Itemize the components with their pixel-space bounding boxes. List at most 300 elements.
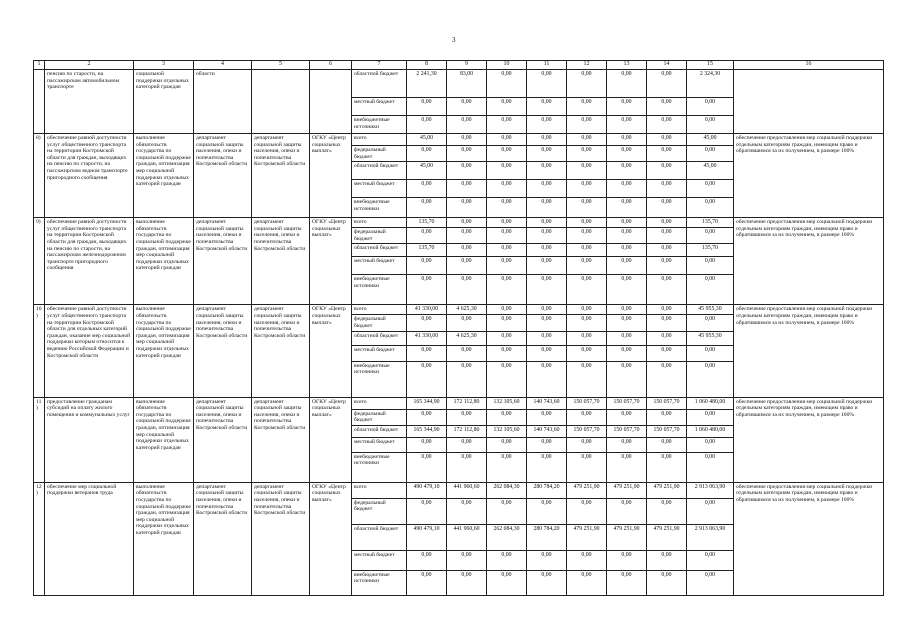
amount-cell: 0,00 [607,315,647,331]
amount-cell: 0,00 [527,116,567,134]
header-cell: 5 [252,61,310,70]
amount-cell: 0,00 [647,570,687,595]
amount-cell: 0,00 [487,550,527,570]
amount-cell: 0,00 [687,315,734,331]
funding-source: федеральный бюджет [352,146,407,162]
header-cell: 3 [134,61,194,70]
funding-source: федеральный бюджет [352,498,407,524]
amount-cell: 0,00 [527,198,567,218]
amount-cell: 0,00 [647,134,687,146]
amount-cell: 0,00 [607,70,647,98]
amount-cell: 0,00 [687,257,734,275]
amount-cell: 0,00 [687,452,734,482]
amount-cell: 83,00 [447,70,487,98]
amount-cell: 0,00 [567,162,607,180]
amount-cell: 0,00 [647,180,687,198]
amount-cell: 0,00 [567,498,607,524]
amount-cell: 0,00 [407,180,447,198]
funding-source: федеральный бюджет [352,409,407,425]
amount-cell: 140 743,60 [527,397,567,409]
amount-cell: 0,00 [487,198,527,218]
amount-cell: 0,00 [647,70,687,98]
measure-name: обеспечение равной доступности услуг общественного транспорта на территории Костромской области для отдельных категорий граждан, оказание мер социальной поддержки которым относится к ведению Российской Федерации и Костромской области [45,305,134,397]
amount-cell: 172 112,80 [447,425,487,437]
amount-cell: 0,00 [647,146,687,162]
header-cell: 12 [567,61,607,70]
amount-cell: 0,00 [567,570,607,595]
co-executor: департамент социальной защиты населения, опеки и попечительства Костромской области [252,482,310,595]
amount-cell: 0,00 [607,570,647,595]
amount-cell: 0,00 [567,134,607,146]
amount-cell: 45,00 [687,162,734,180]
amount-cell: 490 479,10 [407,482,447,498]
amount-cell: 140 743,60 [527,425,567,437]
amount-cell: 0,00 [487,452,527,482]
funding-source: местный бюджет [352,180,407,198]
amount-cell: 0,00 [447,275,487,305]
measure-name: пенсию по старости, на пассажирском автомобильном транспорте [45,70,134,134]
amount-cell: 0,00 [487,70,527,98]
amount-cell: 479 251,90 [647,482,687,498]
amount-cell: 0,00 [487,315,527,331]
row-number: 10) [34,305,45,397]
amount-cell: 0,00 [647,361,687,397]
amount-cell: 441 960,60 [447,524,487,550]
amount-cell: 0,00 [647,331,687,345]
measure-name: обеспечение равной доступности услуг общественного транспорта на территории Костромской области для граждан, выходящих на пенсию по старости, на пассажирском железнодорожном транспорте пригородного сообщения [45,218,134,305]
amount-cell: 0,00 [647,550,687,570]
amount-cell: 0,00 [687,437,734,452]
amount-cell: 0,00 [407,550,447,570]
expected-result: обеспечение предоставления мер социальной поддержки отдельным категориям граждан, имеющим право и обратившимся за их получением, в размере 100% [734,218,884,305]
amount-cell: 0,00 [607,409,647,425]
header-cell: 15 [687,61,734,70]
row-number: 11) [34,397,45,482]
amount-cell: 150 057,70 [647,425,687,437]
amount-cell: 0,00 [687,409,734,425]
amount-cell: 262 084,30 [487,524,527,550]
amount-cell: 0,00 [487,305,527,315]
measure-type: социальной поддержки отдельных категорий граждан [134,70,194,134]
amount-cell: 150 057,70 [567,425,607,437]
header-cell: 2 [45,61,134,70]
amount-cell: 0,00 [447,218,487,228]
amount-cell: 0,00 [447,146,487,162]
amount-cell: 0,00 [607,146,647,162]
amount-cell: 0,00 [487,162,527,180]
funding-source: областной бюджет [352,70,407,98]
amount-cell: 0,00 [487,98,527,116]
header-cell: 8 [407,61,447,70]
participant: ОГКУ «Центр социальных выплат» [310,218,352,305]
funding-source: местный бюджет [352,257,407,275]
amount-cell: 0,00 [567,409,607,425]
amount-cell: 0,00 [607,134,647,146]
funding-source: внебюджетные источники [352,452,407,482]
amount-cell: 0,00 [567,305,607,315]
responsible-executor: департамент социальной защиты населения, опеки и попечительства Костромской области [194,397,252,482]
amount-cell: 0,00 [647,452,687,482]
amount-cell: 0,00 [407,570,447,595]
amount-cell: 0,00 [647,305,687,315]
amount-cell: 0,00 [407,198,447,218]
amount-cell: 0,00 [407,437,447,452]
header-cell: 11 [527,61,567,70]
amount-cell: 0,00 [567,550,607,570]
amount-cell: 0,00 [527,162,567,180]
amount-cell: 0,00 [447,162,487,180]
amount-cell: 0,00 [527,180,567,198]
amount-cell: 135,70 [407,244,447,257]
amount-cell: 0,00 [607,331,647,345]
amount-cell: 45,00 [407,134,447,146]
header-cell: 4 [194,61,252,70]
measure-type: выполнение обязательств государства по социальной поддержке граждан, оптимизация мер социальной поддержки отдельных категорий граждан [134,134,194,218]
responsible-executor: департамент социальной защиты населения, опеки и попечительства Костромской области [194,218,252,305]
amount-cell: 41 330,00 [407,305,447,315]
funding-source: всего [352,218,407,228]
amount-cell: 0,00 [567,146,607,162]
amount-cell: 150 057,70 [567,397,607,409]
measure-type: выполнение обязательств государства по социальной поддержке граждан, оптимизация мер социальной поддержки отдельных категорий граждан [134,482,194,595]
amount-cell: 0,00 [447,116,487,134]
co-executor: департамент социальной защиты населения, опеки и попечительства Костромской области [252,305,310,397]
amount-cell: 0,00 [687,275,734,305]
amount-cell: 0,00 [567,198,607,218]
expected-result: обеспечение предоставления мер социальной поддержки отдельным категориям граждан, имеющим право и обратившимся за их получением, в размере 100% [734,134,884,218]
amount-cell: 0,00 [527,275,567,305]
amount-cell: 0,00 [687,361,734,397]
amount-cell: 0,00 [487,345,527,361]
header-cell: 16 [734,61,884,70]
amount-cell: 150 057,70 [607,425,647,437]
co-executor: департамент социальной защиты населения, опеки и попечительства Костромской области [252,218,310,305]
amount-cell: 280 784,20 [527,482,567,498]
amount-cell: 165 344,90 [407,397,447,409]
amount-cell: 172 112,80 [447,397,487,409]
program-table [33,60,884,596]
amount-cell: 0,00 [407,146,447,162]
table-row [34,397,884,409]
funding-source: всего [352,482,407,498]
row-number: 9) [34,218,45,305]
amount-cell: 0,00 [527,228,567,244]
funding-source: всего [352,305,407,315]
amount-cell: 0,00 [447,180,487,198]
amount-cell: 0,00 [607,305,647,315]
amount-cell: 0,00 [607,275,647,305]
amount-cell: 0,00 [647,218,687,228]
participant: ОГКУ «Центр социальных выплат» [310,482,352,595]
amount-cell: 0,00 [607,116,647,134]
amount-cell: 0,00 [407,452,447,482]
funding-source: областной бюджет [352,524,407,550]
amount-cell: 0,00 [647,498,687,524]
expected-result: обеспечение предоставления мер социальной поддержки отдельным категориям граждан, имеющим право и обратившимся за их получением, в размере 100% [734,305,884,397]
participant: ОГКУ «Центр социальных выплат» [310,397,352,482]
amount-cell: 479 251,90 [647,524,687,550]
amount-cell: 0,00 [647,162,687,180]
amount-cell: 0,00 [447,570,487,595]
measure-name: обеспечение равной доступности услуг общественного транспорта на территории Костромской области для граждан, выходящих на пенсию по старости, на пассажирском водном транспорте пригородного сообщения [45,134,134,218]
table-row [34,218,884,228]
measure-type: выполнение обязательств государства по социальной поддержке граждан, оптимизация мер социальной поддержки отдельных категорий граждан [134,218,194,305]
amount-cell: 0,00 [487,134,527,146]
amount-cell: 0,00 [447,315,487,331]
amount-cell: 490 479,10 [407,524,447,550]
co-executor: департамент социальной защиты населения, опеки и попечительства Костромской области [252,134,310,218]
amount-cell: 0,00 [407,361,447,397]
amount-cell: 135,70 [687,244,734,257]
amount-cell: 0,00 [487,331,527,345]
amount-cell: 0,00 [487,218,527,228]
amount-cell: 0,00 [647,409,687,425]
funding-source: внебюджетные источники [352,198,407,218]
amount-cell: 0,00 [447,409,487,425]
funding-source: федеральный бюджет [352,315,407,331]
amount-cell: 0,00 [447,98,487,116]
responsible-executor: департамент социальной защиты населения, опеки и попечительства Костромской области [194,134,252,218]
amount-cell: 0,00 [407,345,447,361]
amount-cell: 0,00 [567,180,607,198]
amount-cell: 0,00 [687,570,734,595]
amount-cell: 0,00 [607,550,647,570]
amount-cell: 0,00 [607,218,647,228]
amount-cell: 0,00 [407,98,447,116]
participant: ОГКУ «Центр социальных выплат» [310,134,352,218]
amount-cell: 0,00 [607,452,647,482]
header-row [34,61,884,70]
amount-cell: 0,00 [647,275,687,305]
amount-cell: 0,00 [567,361,607,397]
funding-source: областной бюджет [352,162,407,180]
amount-cell: 45 955,30 [687,331,734,345]
amount-cell: 479 251,90 [607,524,647,550]
amount-cell: 4 625,30 [447,305,487,315]
funding-source: внебюджетные источники [352,116,407,134]
amount-cell: 0,00 [527,550,567,570]
funding-source: всего [352,134,407,146]
amount-cell: 2 913 063,90 [687,482,734,498]
amount-cell: 0,00 [607,162,647,180]
amount-cell: 0,00 [567,228,607,244]
amount-cell: 0,00 [567,452,607,482]
amount-cell: 0,00 [607,180,647,198]
expected-result: обеспечение предоставления мер социальной поддержки отдельным категориям граждан, имеющим право и обратившимся за их получением, в размере 100% [734,482,884,595]
amount-cell: 0,00 [687,180,734,198]
funding-source: областной бюджет [352,331,407,345]
funding-source: областной бюджет [352,244,407,257]
amount-cell: 0,00 [487,116,527,134]
amount-cell: 0,00 [407,116,447,134]
amount-cell: 0,00 [567,98,607,116]
amount-cell: 0,00 [407,228,447,244]
amount-cell: 479 251,90 [607,482,647,498]
header-cell: 10 [487,61,527,70]
amount-cell: 0,00 [527,98,567,116]
amount-cell: 0,00 [647,345,687,361]
amount-cell: 0,00 [527,498,567,524]
amount-cell: 0,00 [607,361,647,397]
row-number: 8) [34,134,45,218]
measure-name: предоставление гражданам субсидий на оплату жилого помещения и коммунальных услуг [45,397,134,482]
co-executor: департамент социальной защиты населения, опеки и попечительства Костромской области [252,397,310,482]
measure-type: выполнение обязательств государства по социальной поддержке граждан, оптимизация мер социальной поддержки отдельных категорий граждан [134,397,194,482]
amount-cell: 0,00 [527,452,567,482]
amount-cell: 0,00 [567,218,607,228]
amount-cell: 0,00 [527,361,567,397]
amount-cell: 0,00 [447,257,487,275]
funding-source: местный бюджет [352,550,407,570]
funding-source: всего [352,397,407,409]
amount-cell: 0,00 [447,498,487,524]
amount-cell: 0,00 [527,331,567,345]
amount-cell: 0,00 [447,437,487,452]
amount-cell: 0,00 [687,116,734,134]
responsible-executor: департамент социальной защиты населения, опеки и попечительства Костромской области [194,305,252,397]
amount-cell: 0,00 [607,198,647,218]
amount-cell: 0,00 [447,345,487,361]
header-cell: 13 [607,61,647,70]
amount-cell: 479 251,90 [567,482,607,498]
amount-cell: 135,70 [687,218,734,228]
amount-cell: 0,00 [687,228,734,244]
amount-cell: 0,00 [487,275,527,305]
header-cell: 7 [352,61,407,70]
amount-cell: 0,00 [527,146,567,162]
amount-cell: 0,00 [527,257,567,275]
amount-cell: 0,00 [647,437,687,452]
expected-result [734,70,884,134]
amount-cell: 0,00 [447,134,487,146]
amount-cell: 0,00 [487,409,527,425]
amount-cell: 0,00 [527,570,567,595]
expected-result: обеспечение предоставления мер социальной поддержки отдельным категориям граждан, имеющим право и обратившимся за их получением, в размере 100% [734,397,884,482]
amount-cell: 0,00 [647,116,687,134]
amount-cell: 41 330,00 [407,331,447,345]
funding-source: областной бюджет [352,425,407,437]
amount-cell: 0,00 [607,257,647,275]
amount-cell: 165 344,90 [407,425,447,437]
amount-cell: 0,00 [487,180,527,198]
amount-cell: 0,00 [527,218,567,228]
amount-cell: 0,00 [447,228,487,244]
amount-cell: 262 084,30 [487,482,527,498]
row-number: 12) [34,482,45,595]
amount-cell: 0,00 [567,244,607,257]
amount-cell: 0,00 [407,498,447,524]
table-row [34,482,884,498]
amount-cell: 0,00 [527,315,567,331]
amount-cell: 0,00 [687,198,734,218]
amount-cell: 0,00 [607,345,647,361]
amount-cell: 0,00 [607,437,647,452]
amount-cell: 0,00 [567,257,607,275]
amount-cell: 0,00 [567,315,607,331]
amount-cell: 0,00 [407,409,447,425]
amount-cell: 0,00 [447,244,487,257]
amount-cell: 0,00 [567,331,607,345]
amount-cell: 0,00 [487,146,527,162]
amount-cell: 0,00 [567,437,607,452]
amount-cell: 0,00 [687,345,734,361]
amount-cell: 280 784,20 [527,524,567,550]
amount-cell: 0,00 [687,498,734,524]
amount-cell: 0,00 [527,437,567,452]
amount-cell: 1 060 480,00 [687,397,734,409]
amount-cell: 0,00 [487,498,527,524]
amount-cell: 0,00 [567,275,607,305]
amount-cell: 0,00 [447,361,487,397]
amount-cell: 1 060 480,00 [687,425,734,437]
amount-cell: 0,00 [487,437,527,452]
amount-cell: 0,00 [647,315,687,331]
amount-cell: 0,00 [487,228,527,244]
amount-cell: 132 105,60 [487,397,527,409]
amount-cell: 45,00 [687,134,734,146]
measure-name: обеспечение мер социальной поддержки ветеранов труда [45,482,134,595]
funding-source: местный бюджет [352,345,407,361]
amount-cell: 0,00 [567,116,607,134]
amount-cell: 0,00 [567,345,607,361]
amount-cell: 0,00 [527,244,567,257]
amount-cell: 0,00 [647,98,687,116]
amount-cell: 135,70 [407,218,447,228]
amount-cell: 0,00 [407,275,447,305]
funding-source: внебюджетные источники [352,361,407,397]
amount-cell: 4 625,30 [447,331,487,345]
header-cell: 9 [447,61,487,70]
amount-cell: 150 057,70 [607,397,647,409]
funding-source: внебюджетные источники [352,275,407,305]
funding-source: местный бюджет [352,98,407,116]
amount-cell: 0,00 [607,98,647,116]
amount-cell: 0,00 [527,305,567,315]
amount-cell: 0,00 [527,345,567,361]
amount-cell: 0,00 [487,570,527,595]
funding-source: внебюджетные источники [352,570,407,595]
amount-cell: 0,00 [527,134,567,146]
amount-cell: 0,00 [527,70,567,98]
responsible-executor: департамент социальной защиты населения, опеки и попечительства Костромской области [194,482,252,595]
table-row [34,134,884,146]
amount-cell: 0,00 [527,409,567,425]
amount-cell: 0,00 [687,146,734,162]
amount-cell: 2 913 063,90 [687,524,734,550]
amount-cell: 0,00 [607,228,647,244]
amount-cell: 0,00 [447,198,487,218]
amount-cell: 0,00 [647,228,687,244]
header-cell: 1 [34,61,45,70]
funding-source: местный бюджет [352,437,407,452]
amount-cell: 0,00 [687,550,734,570]
amount-cell: 0,00 [647,257,687,275]
participant: ОГКУ «Центр социальных выплат» [310,305,352,397]
header-cell: 14 [647,61,687,70]
amount-cell: 0,00 [607,498,647,524]
amount-cell: 2 241,30 [407,70,447,98]
measure-type: выполнение обязательств государства по социальной поддержке граждан, оптимизация мер социальной поддержки отдельных категорий граждан [134,305,194,397]
amount-cell: 150 057,70 [647,397,687,409]
amount-cell: 0,00 [487,361,527,397]
amount-cell: 0,00 [607,244,647,257]
amount-cell: 479 251,90 [567,524,607,550]
amount-cell: 45 955,30 [687,305,734,315]
amount-cell: 2 324,30 [687,70,734,98]
amount-cell: 0,00 [647,244,687,257]
amount-cell: 0,00 [487,257,527,275]
amount-cell: 45,00 [407,162,447,180]
